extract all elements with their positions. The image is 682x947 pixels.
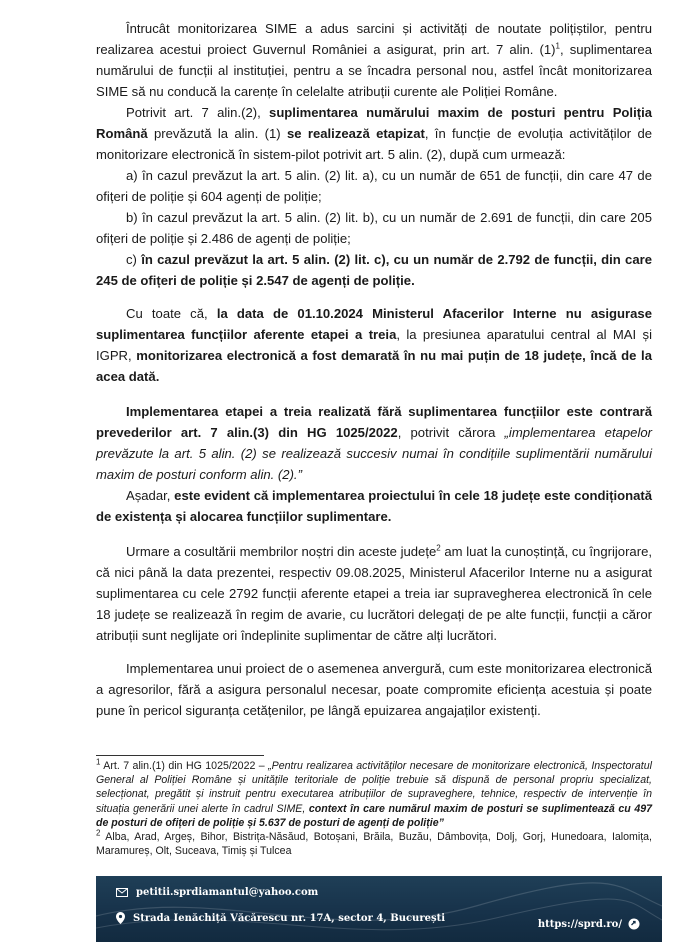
footnotes (96, 759, 652, 858)
footer-address (116, 912, 445, 924)
paragraph-5: Așadar, este evident că implementarea proiectului în cele 18 județe este condiționată de existența și alocarea funcțiilor suplimentare. (96, 488, 653, 524)
email-icon (116, 888, 128, 897)
footer-band (96, 876, 662, 942)
paragraph-7: Implementarea unui proiect de o asemenea anvergură, cum este monitorizarea electronică a agresorilor, fără a asigura personalul necesar, poate compromite eficiența acestuia și poate pune în pericol siguranța cetățenilor, pe lângă epuizarea angajaților existenți. (96, 661, 652, 718)
list-item-c: c) în cazul prevăzut la art. 5 alin. (2) lit. c), cu un număr de 2.792 de funcții, din care 245 de ofițeri de poliție și 2.547 de agenți de poliție. (96, 252, 653, 288)
paragraph-3: Cu toate că, la data de 01.10.2024 Ministerul Afacerilor Interne nu asigurase suplimentarea funcțiilor aferente etapei a treia, la presiunea aparatului central al MAI și IGPR, monitorizarea electronică a fost demarată în nu mai puțin de 18 județe, încă de la acea dată. (96, 306, 653, 384)
footnote-ref-2[interactable]: 2 (436, 543, 441, 553)
footer-website[interactable] (538, 918, 640, 930)
list-item-b: b) în cazul prevăzut la art. 5 alin. (2) lit. b), cu un număr de 2.691 de funcții, din care 205 ofițeri de poliție și 2.486 de agenți de poliție; (96, 210, 652, 246)
paragraph-6: Urmare a cosultării membrilor noștri din aceste județe$^2$ am luat la cunoștință, cu îngrijorare, că nici până la data prezentei, respectiv 09.08.2025, Ministerul Afacerilor Interne nu a asigurat suplimentarea cu cele 2792 funcții aferente etapei a treia iar supravegherea electronică în cele 18 județe se realizează în regim de avarie, cu lucrători delegați de pe alte funcții, funcții a căror atribuții sunt neglijate ori îndeplinite suplimentar de către alți lucrători. (96, 543, 652, 643)
paragraph-2: Potrivit art. 7 alin.(2), suplimentarea numărului maxim de posturi pentru Poliția Română prevăzută la alin. (1) se realizează etapizat, în funcție de evoluția activităților de monitorizare electronică în sistem-pilot potrivit art. 5 alin. (2), după cum urmează: (96, 105, 653, 162)
footer-wave-decoration (96, 876, 662, 942)
footnote-separator (96, 755, 264, 756)
location-pin-icon (116, 912, 125, 924)
document-body (96, 18, 652, 721)
footer-website-text[interactable]: https://sprd.ro/ (537, 918, 622, 930)
paragraph-1: Întrucât monitorizarea SIME a adus sarcini și activități de noutate polițiștilor, pentru realizarea acestui proiect Guvernul României a asigurat, prin art. 7 alin. $(1)^1$, suplimentarea numărului de funcții al instituției, pentru a se încadra personal nou, astfel încât monitorizarea SIME să nu conducă la carențe în celelalte atribuții curente ale Poliției Române. (96, 21, 652, 99)
footnote-ref-1[interactable]: 1 (555, 41, 560, 51)
footnote-1: $^1$ Art. 7 alin.(1) din HG 1025/2022 – „Pentru realizarea activităților necesare de monitorizare electronică, Inspectoratul General al Poliției Române și unitățile teritoriale de poliție trebuie să dispună de personal propriu specializat, selecționat, pregătit și instruit pentru executarea atribuțiilor de supraveghere, tehnice, respectiv de intervenție în situația generării unei alerte în cadrul SIME, context în care numărul maxim de posturi se suplimentează cu 497 de posturi de ofițeri de poliție și 5.637 de posturi de agenți de poliție” (96, 757, 652, 829)
link-icon (628, 918, 640, 930)
list-item-a: a) în cazul prevăzut la art. 5 alin. (2) lit. a), cu un număr de 651 de funcții, din care 47 de ofițeri de poliție și 604 agenți de poliție; (96, 168, 652, 204)
footer-email-text[interactable]: petitii.sprdiamantul@yahoo.com (136, 887, 319, 898)
footer-address-text: Strada Ienăchiță Văcărescu nr. 17A, sector 4, București (133, 912, 446, 924)
paragraph-4: Implementarea etapei a treia realizată fără suplimentarea funcțiilor este contrară prevederilor art. 7 alin.(3) din HG 1025/2022, potrivit cărora „implementarea etapelor prevăzute la art. 5 alin. (2) se realizează succesiv numai în condițiile suplimentării numărului maxim de posturi conform alin. (2).” (96, 404, 652, 482)
footnote-2: $^2$ Alba, Arad, Argeș, Bihor, Bistrița-Năsăud, Botoșani, Brăila, Buzău, Dâmbovița, Dolj, Gorj, Hunedoara, Ialomița, Maramureș, Olt, Suceava, Timiș și Tulcea (96, 828, 652, 858)
footer-email[interactable] (116, 887, 318, 898)
